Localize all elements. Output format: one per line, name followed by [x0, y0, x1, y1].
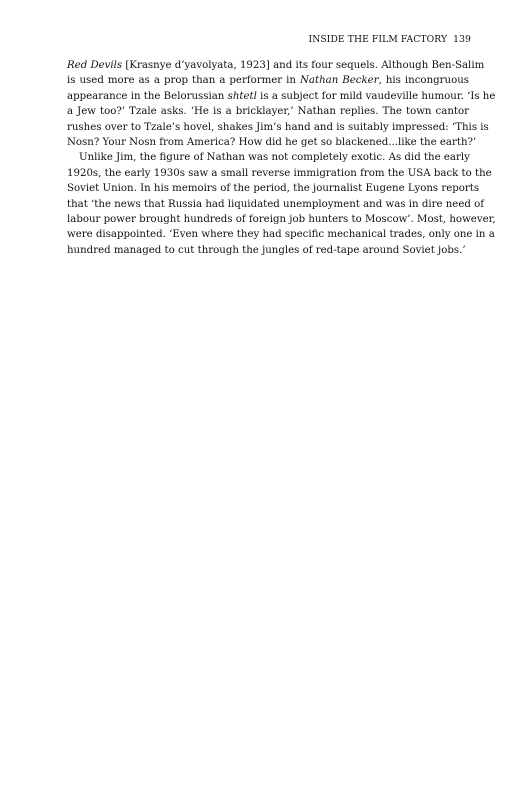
text-run: [Krasnye d’yavolyata, 1923] and its four sequels. Although Ben-Salim: [122, 60, 485, 71]
text-line: [67, 135, 477, 150]
paragraph: [67, 150, 496, 258]
text-line: [67, 243, 469, 258]
text-run: labour power brought hundreds of foreign job hunters to Moscow’. Most, however,: [67, 214, 496, 226]
text-line: [67, 212, 496, 227]
italic-title: shtetl: [227, 90, 257, 102]
text-run: appearance in the Belorussian: [67, 90, 228, 102]
text-line: [67, 89, 496, 104]
running-head: [308, 34, 471, 45]
text-run: that ‘the news that Russia had liquidated unemployment and was in dire need of: [67, 198, 485, 210]
text-run: were disappointed. ‘Even where they had specific mechanical trades, only one in a: [67, 229, 495, 241]
text-run: Nosn? Your Nosn from America? How did he get so blackened...like the earth?’: [67, 137, 477, 149]
text-run: Soviet Union. In his memoirs of the period, the journalist Eugene Lyons reports: [67, 183, 480, 195]
text-line: [67, 181, 480, 196]
text-run: a Jew too?’ Tzale asks. ‘He is a bricklayer,’ Nathan replies. The town cantor: [67, 106, 469, 118]
text-run: is used more as a prop than a performer in: [67, 75, 300, 87]
text-line: [67, 166, 492, 181]
text-run: 1920s, the early 1930s saw a small reverse immigration from the USA back to the: [67, 167, 492, 179]
text-line: [67, 150, 469, 165]
text-run: is a subject for mild vaudeville humour. ‘Is he: [256, 90, 496, 102]
italic-title: Red Devils: [67, 60, 123, 71]
text-line: [67, 73, 469, 88]
text-line: [67, 227, 495, 242]
text-line: [67, 58, 485, 73]
text-line: [67, 120, 489, 135]
text-line: [67, 104, 469, 119]
running-head-title: INSIDE THE FILM FACTORY: [308, 34, 448, 45]
text-run: hundred managed to cut through the jungles of red-tape around Soviet jobs.’: [67, 244, 466, 256]
text-run: , his incongruous: [378, 75, 469, 87]
page-number: 139: [453, 34, 471, 45]
text-run: Unlike Jim, the figure of Nathan was not completely exotic. As did the early: [79, 152, 470, 164]
italic-title: Nathan Becker: [300, 75, 379, 87]
paragraph: [67, 58, 496, 150]
text-run: rushes over to Tzale’s hovel, shakes Jim’s hand and is suitably impressed: ‘This is: [67, 121, 489, 133]
body-text: [67, 58, 496, 258]
text-line: [67, 197, 485, 212]
